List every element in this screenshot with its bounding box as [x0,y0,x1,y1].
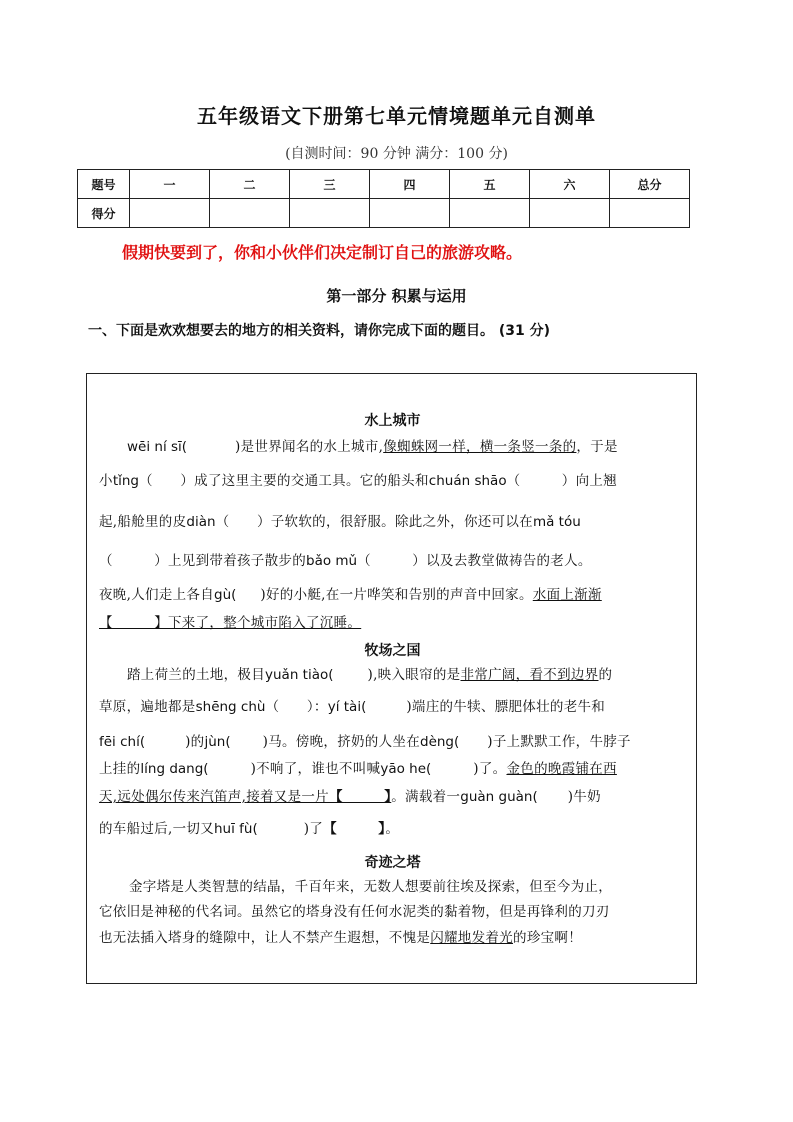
score-cell[interactable] [450,199,530,228]
passage-line: 小tǐng（ ）成了这里主要的交通工具。它的船头和chuán shāo（ ）向上翘 [99,473,617,489]
passage-line: 踏上荷兰的土地，极目yuǎn tiào( ),映入眼帘的是非常广阔，看不到边界的 [127,667,613,683]
passage-line: 金字塔是人类智慧的结晶，千百年来，无数人想要前往埃及探索，但至今为止， [129,879,612,895]
column-header-total: 总分 [610,170,690,199]
table-row [78,170,690,199]
pinyin: wēi ní sī( [127,439,188,455]
column-header: 一 [130,170,210,199]
underlined-phrase: 天,远处偶尔传来汽笛声, [99,789,247,805]
pinyin: líng dang( [140,761,209,777]
passage-line [99,608,687,638]
pinyin: yuǎn tiào( [265,667,334,683]
score-cell[interactable] [290,199,370,228]
score-table [77,169,690,228]
pinyin: guàn guàn( [460,789,538,805]
score-cell[interactable] [210,199,290,228]
pinyin: tǐng [112,473,139,489]
bracket-blank[interactable]: 【 】 [329,789,392,805]
pinyin: dèng( [420,734,460,750]
underlined-phrase: 【 】下来了，整个城市陷入了沉睡。 [99,615,362,631]
pinyin: fēi chí( [99,734,146,750]
pinyin: jùn( [204,734,231,750]
passage-line: 也无法插入塔身的缝隙中，让人不禁产生遐想，不愧是闪耀地发着光的珍宝啊！ [99,930,583,946]
underlined-phrase: 闪耀地发着光 [430,930,514,946]
passage-line: fēi chí( )的jùn( )马。傍晚，挤奶的人坐在dèng( )子上默默工作，牛脖子 [99,734,631,750]
column-header: 三 [290,170,370,199]
score-cell[interactable] [530,199,610,228]
pinyin: gù( [214,587,237,603]
passage-box [86,373,697,984]
part-title: 第一部分 积累与运用 [326,287,467,305]
bracket-blank[interactable]: 【 】 [323,821,386,837]
question-1-prompt: 一、下面是欢欢想要去的地方的相关资料，请你完成下面的题目。 (31 分) [88,323,551,339]
underlined-phrase: 接着又是一片 [246,789,329,805]
intro-text: 假期快要到了，你和小伙伴们决定制订自己的旅游攻略。 [122,243,523,262]
page-subtitle: (自测时间：90 分钟 满分：100 分) [285,146,508,162]
passage-line: 上挂的líng dang( )不响了，谁也不叫喊yāo he( )了。金色的晚霞铺在西 [99,761,617,777]
column-header: 六 [530,170,610,199]
underlined-phrase: 非常广阔，看不到边界 [460,667,599,683]
score-cell-total[interactable] [610,199,690,228]
row-header-score: 得分 [78,199,130,228]
passage-line: （ ）上见到带着孩子散步的bǎo mǔ（ ）以及去教堂做祷告的老人。 [99,553,592,569]
section-title-water-city: 水上城市 [364,413,421,429]
column-header: 二 [210,170,290,199]
section-title-miracle-tower: 奇迹之塔 [364,855,421,871]
passage-line: 夜晚,人们走上各自gù( )好的小艇,在一片哗笑和告别的声音中回家。水面上渐渐 [99,587,602,603]
pinyin: huī fù( [214,821,258,837]
pinyin: mǎ tóu [532,514,581,530]
underlined-phrase: 水面上渐渐 [532,587,602,603]
underlined-phrase: 像蜘蛛网一样，横一条竖一条的 [383,439,577,455]
column-header: 四 [370,170,450,199]
passage-line: 起,船舱里的皮diàn（ ）子软软的，很舒服。除此之外，你还可以在mǎ tóu [99,514,581,530]
passage-line: 的车船过后,一切又huī fù( )了【 】。 [99,821,400,837]
passage-line: wēi ní sī( )是世界闻名的水上城市,像蜘蛛网一样，横一条竖一条的，于是 [127,439,618,455]
table-row [78,199,690,228]
score-cell[interactable] [370,199,450,228]
pinyin: bǎo mǔ [306,553,358,569]
score-cell[interactable] [130,199,210,228]
pinyin: yí tài( [327,699,367,715]
row-header-question-number: 题号 [78,170,130,199]
passage-line: 它依旧是神秘的代名词。虽然它的塔身没有任何水泥类的黏着物，但是再锋利的刀刃 [99,904,610,920]
pinyin: chuán shāo [428,473,507,489]
page-title: 五年级语文下册第七单元情境题单元自测单 [197,104,596,128]
pinyin: shēng chù [195,699,266,715]
passage-line: 草原，遍地都是shēng chù（ ）：yí tài( )端庄的牛犊、膘肥体壮的老牛和 [99,699,606,715]
section-title-pasture-country: 牧场之国 [364,643,421,659]
underlined-phrase: 金色的晚霞铺在西 [506,761,617,777]
pinyin: yāo he( [380,761,432,777]
column-header: 五 [450,170,530,199]
pinyin: diàn [186,514,216,530]
passage-line: 天,远处偶尔传来汽笛声,接着又是一片【 】。满载着一guàn guàn( )牛奶 [99,789,601,805]
